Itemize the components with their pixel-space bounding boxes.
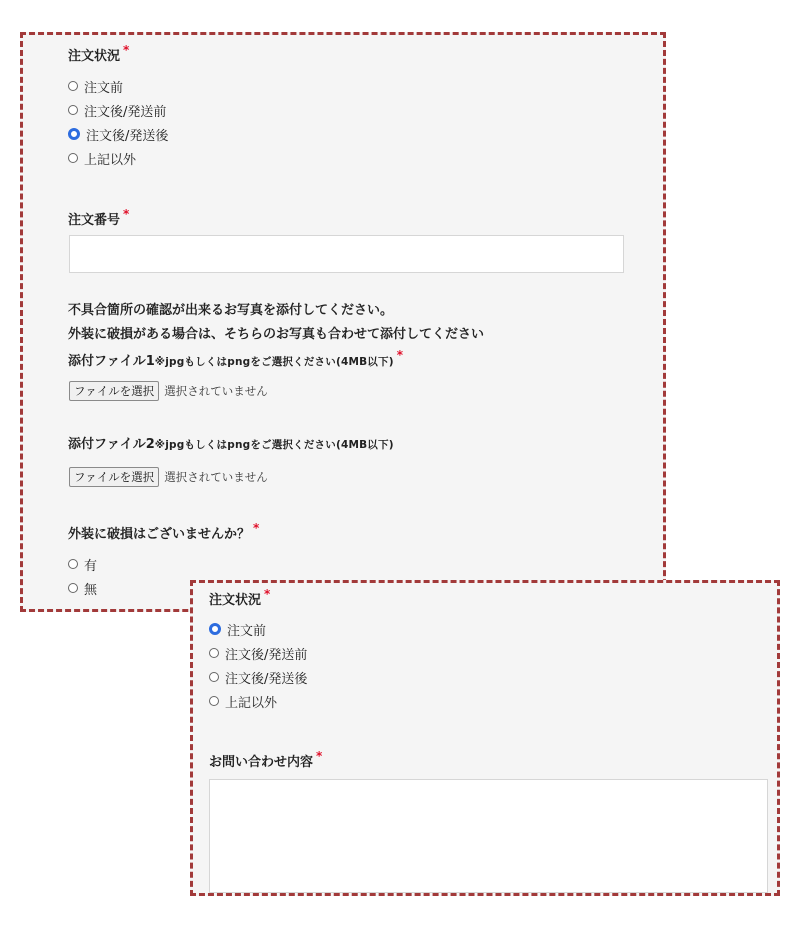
radio-icon[interactable] (68, 583, 78, 593)
damage-option-yes[interactable] (68, 555, 97, 573)
damage-heading (68, 521, 259, 542)
attachment-1-label: 添付ファイル1 (68, 354, 155, 369)
radio-icon[interactable] (68, 105, 78, 115)
order-status-option-2[interactable] (68, 125, 168, 143)
radio-icon[interactable] (68, 153, 78, 163)
order-number-label: 注文番号 (68, 213, 121, 228)
radio-icon[interactable] (209, 696, 219, 706)
order-status-option-3[interactable] (68, 149, 136, 167)
order-status-option-3[interactable] (209, 692, 277, 710)
option-label: 注文前 (227, 623, 267, 639)
option-label: 上記以外 (84, 152, 137, 168)
order-status-option-2[interactable] (209, 668, 307, 686)
order-status-option-1[interactable] (209, 644, 307, 662)
radio-icon[interactable] (68, 81, 78, 91)
damage-option-no[interactable] (68, 579, 97, 597)
radio-selected-icon[interactable] (68, 128, 80, 140)
option-label: 注文後/発送前 (84, 104, 167, 120)
choose-file-button-1[interactable]: ファイルを選択 (69, 381, 159, 401)
option-label: 注文後/発送後 (86, 128, 169, 144)
required-mark: * (316, 749, 323, 763)
inquiry-heading (209, 749, 322, 770)
attachment-2-hint: ※jpgもしくはpngをご選択ください(4MB以下) (154, 439, 394, 451)
radio-icon[interactable] (209, 648, 219, 658)
radio-icon[interactable] (209, 672, 219, 682)
required-mark: * (264, 587, 271, 601)
order-status-option-0[interactable] (209, 620, 266, 638)
option-label: 注文前 (84, 80, 124, 96)
order-number-heading (68, 207, 129, 228)
damage-label: 外装に破損はございませんか？ (68, 527, 251, 542)
order-form-panel-1 (20, 32, 666, 612)
attachment-1-heading (68, 348, 403, 369)
order-status-label: 注文状況 (68, 49, 121, 64)
order-status-heading-2 (209, 587, 270, 608)
photo-notice-line-1: 不具合箇所の確認が出来るお写真を添付してください。 (68, 303, 394, 318)
inquiry-label: お問い合わせ内容 (209, 755, 314, 770)
option-label: 上記以外 (225, 695, 278, 711)
order-status-option-1[interactable] (68, 101, 166, 119)
radio-icon[interactable] (68, 559, 78, 569)
file-status-2: 選択されていません (164, 470, 268, 484)
attachment-2-label: 添付ファイル2 (68, 437, 155, 452)
required-mark: * (123, 207, 130, 221)
attachment-1-hint: ※jpgもしくはpngをご選択ください(4MB以下) (154, 356, 394, 368)
attachment-1-file-input (69, 381, 268, 401)
order-status-label: 注文状況 (209, 593, 262, 608)
attachment-2-file-input (69, 467, 268, 487)
order-status-option-0[interactable] (68, 77, 123, 95)
required-mark: * (396, 348, 403, 362)
order-status-heading (68, 43, 129, 64)
required-mark: * (253, 521, 260, 535)
option-label: 注文後/発送後 (225, 671, 308, 687)
photo-notice-line-2: 外装に破損がある場合は、そちらのお写真も合わせて添付してください (68, 327, 485, 342)
file-status-1: 選択されていません (164, 384, 268, 398)
option-label: 注文後/発送前 (225, 647, 308, 663)
order-form-panel-2 (190, 580, 780, 896)
option-label: 有 (84, 558, 98, 574)
option-label: 無 (84, 582, 98, 598)
choose-file-button-2[interactable]: ファイルを選択 (69, 467, 159, 487)
order-number-input[interactable] (69, 235, 624, 273)
inquiry-textarea[interactable] (209, 779, 768, 893)
required-mark: * (123, 43, 130, 57)
attachment-2-heading (68, 433, 394, 452)
radio-selected-icon[interactable] (209, 623, 221, 635)
